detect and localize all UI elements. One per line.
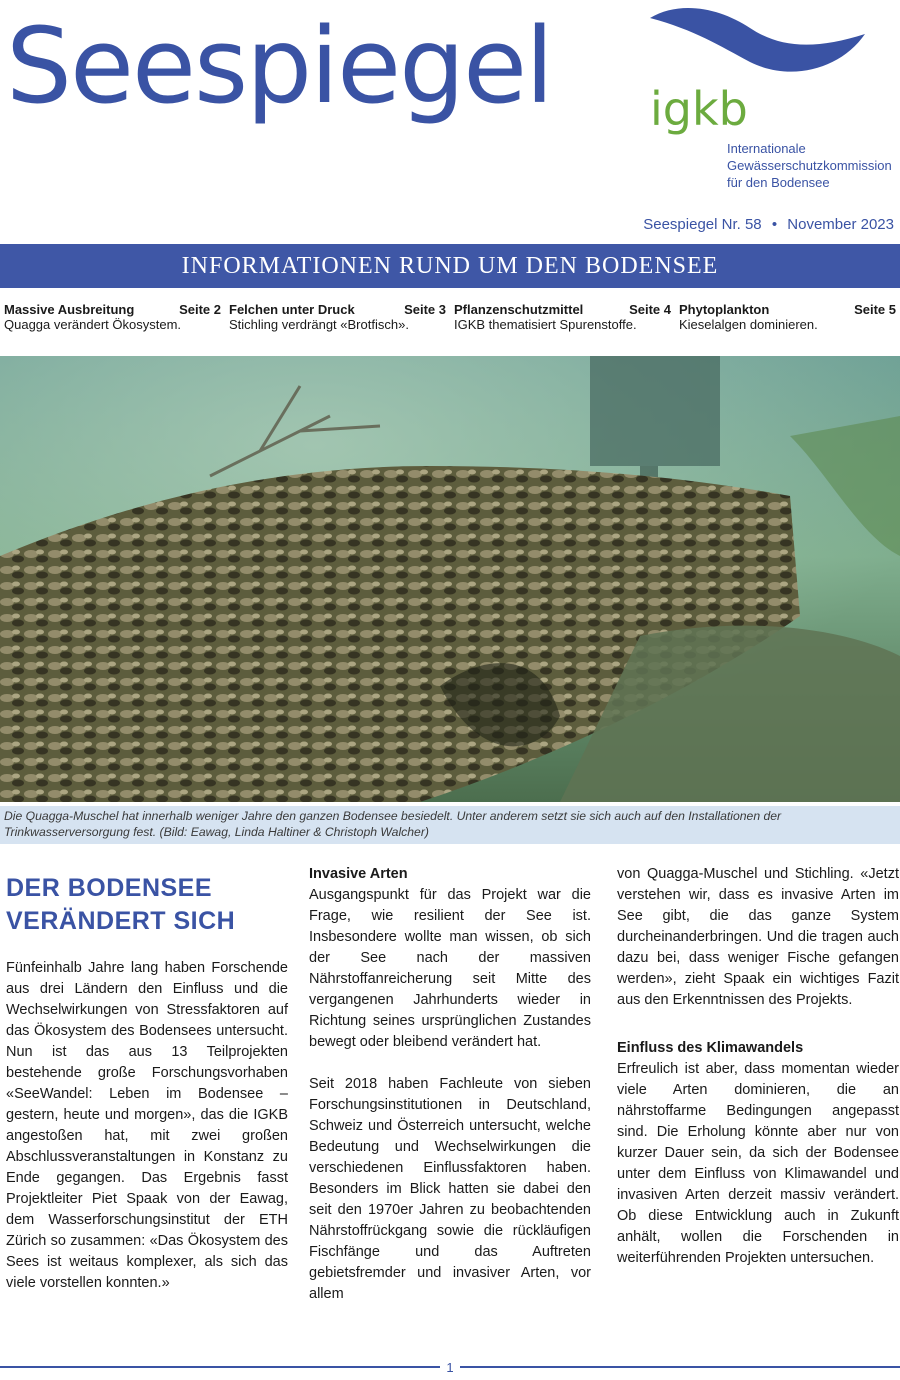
teaser-title: Pflanzenschutzmittel [454,302,584,317]
teaser-subtitle: Quagga verändert Ökosystem. [4,317,182,332]
issue-separator: • [771,216,778,233]
teaser-item[interactable] [225,302,450,346]
teaser-subtitle: Stichling verdrängt «Brotfisch». [229,317,409,332]
org-line: Gewässerschutzkommission [727,158,892,173]
issue-line [643,216,894,233]
section-heading: Invasive Arten [309,866,408,882]
article-paragraph: Erfreulich ist aber, dass momentan wieder viele Arten dominieren, die an nährstoffarme Bedingungen angepasst sind. Die Erholung könnte aber nur von kurzer Dauer sein, da sich der Bodensee unter dem Einfluss von Klimawandel und invasiven Arten derzeit massiv verändert. Ob diese Entwicklung auch in Zukunft anhält, wollen die Forschenden in weiterführenden Projekten untersuchen. [617,1061,899,1266]
issue-number: Seespiegel Nr. 58 [643,216,762,233]
teaser-subtitle: Kieselalgen dominieren. [679,317,818,332]
teaser-row [0,302,900,346]
teaser-item[interactable] [675,302,900,346]
teaser-page: Seite 5 [854,302,896,317]
organization-name [727,140,900,191]
masthead-title: Seespiegel [6,5,552,127]
teaser-page: Seite 2 [179,302,221,317]
section-heading: Einfluss des Klimawandels [617,1040,804,1056]
article-headline [6,872,288,938]
teaser-item[interactable] [0,302,225,346]
headline-line: DER BODENSEE [6,874,213,902]
topic-banner [0,244,900,288]
org-line: Internationale [727,141,806,156]
article-paragraph: von Quagga-Muschel und Stichling. «Jetzt verstehen wir, dass es invasive Arten im See gibt, die das ganze System durcheinanderbringen. Und die tragen auch dazu bei, dass weniger Fische gefangen werden», zieht Spaak ein wichtiges Fazit aus den Erkenntnissen des Projekts. [617,866,899,1008]
article-column-3 [617,858,899,1269]
teaser-title: Felchen unter Druck [229,302,355,317]
issue-date: November 2023 [787,216,894,233]
teaser-title: Phytoplankton [679,302,770,317]
photo-caption: Die Quagga-Muschel hat innerhalb weniger Jahre den ganzen Bodensee besiedelt. Unter anderem setzt sie sich auch auf den Installationen der Trinkwasserversorgung fest. (Bild: Eawag, Linda Haltiner & Christoph Walcher) [0,806,900,844]
article-paragraph: Seit 2018 haben Fachleute von sieben Forschungsinstitutionen in Deutschland, Schweiz und Österreich untersucht, welche Bedeutung und Wechselwirkungen die verschiedenen Einflussfaktoren haben. Besonders im Blick hatten sie dabei den seit den 1970er Jahren zu beobachtenden Nährstoffrückgang sowie die rückläufigen Fischfänge und das Auftreten gebietsfremder und invasiver Arten, vor allem [309,1076,591,1302]
teaser-item[interactable] [450,302,675,346]
article-paragraph: Ausgangspunkt für das Projekt war die Frage, wie resilient der See ist. Insbesondere wollte man wissen, ob sich der See nach der massiven Nährstoffanreicherung seit Mitte des vergangenen Jahrhunderts wieder in Richtung seines ursprünglichen Zustandes bewegt oder bleibend verändert hat. [309,887,591,1050]
article-column-1 [6,858,288,1294]
teaser-title: Massive Ausbreitung [4,302,135,317]
underwater-photo [0,356,900,802]
org-line: für den Bodensee [727,175,830,190]
page-number: 1 [440,1360,460,1376]
headline-line: VERÄNDERT SICH [6,907,236,935]
banner-text: INFORMATIONEN RUND UM DEN BODENSEE [181,252,719,279]
teaser-page: Seite 3 [404,302,446,317]
teaser-page: Seite 4 [629,302,671,317]
article-column-2 [309,858,591,1305]
logo-text: igkb [650,82,748,136]
article-intro: Fünfeinhalb Jahre lang haben Forschende aus drei Ländern den Einfluss und die Wechselwirkungen von Stressfaktoren auf das Ökosystem des Bodensees untersucht. Nun ist das aus 13 Teilprojekten bestehende große Forschungsvorhaben «SeeWandel: Leben im Bodensee – gestern, heute und morgen», das die IGKB angestoßen hat, mit zwei großen Abschlussveranstaltungen in Konstanz zu Ende gegangen. Das Ergebnis fasst Projektleiter Piet Spaak von der Eawag, dem Wasserforschungsinstitut der ETH Zürich so zusammen: «Das Ökosystem des Sees ist weitaus komplexer, als sich das viele vorstellen konnten.» [6,960,288,1291]
teaser-subtitle: IGKB thematisiert Spurenstoffe. [454,317,637,332]
